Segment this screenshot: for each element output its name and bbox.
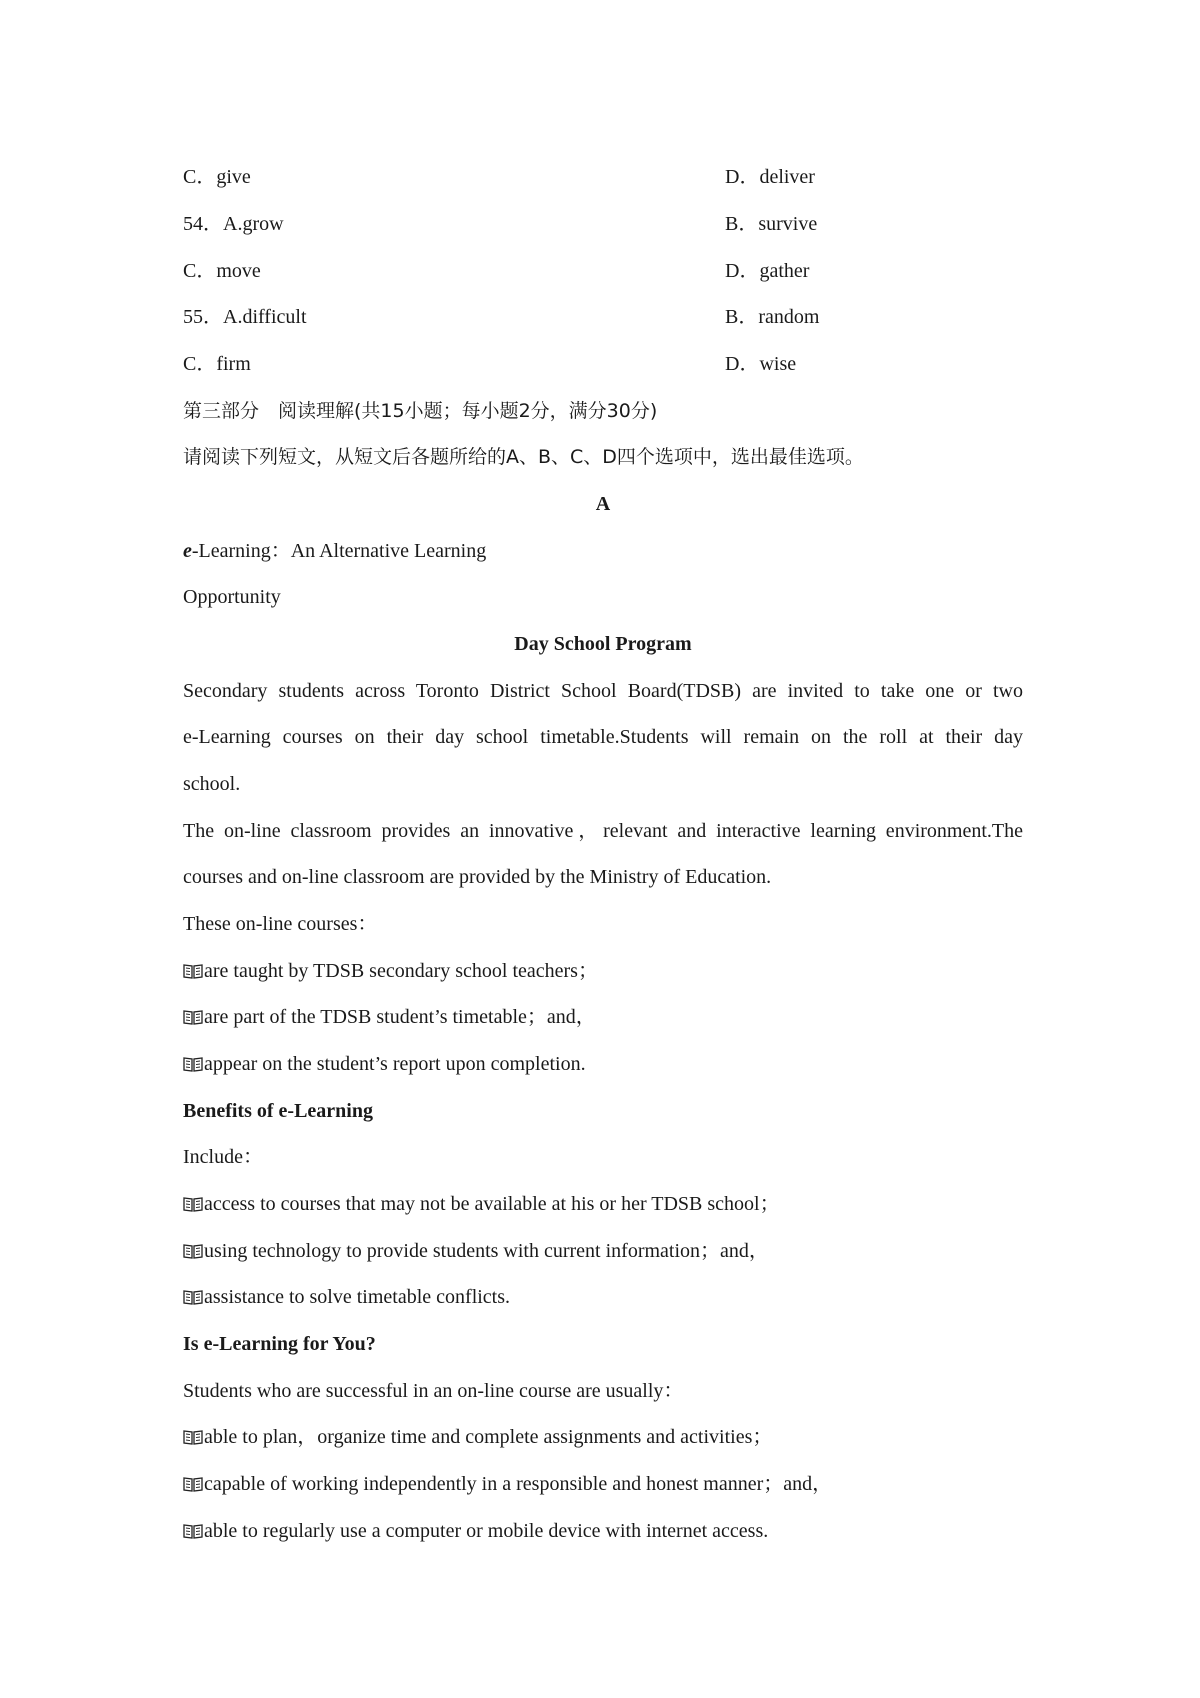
list-item — [183, 1050, 1023, 1078]
foryou-heading: Is e-Learning for You? — [183, 1333, 376, 1355]
list-item — [183, 1283, 1023, 1311]
foryou-bullet-3: able to regularly use a computer or mobile device with internet access. — [204, 1520, 769, 1542]
courses-bullet-1: are taught by TDSB secondary school teachers； — [204, 960, 598, 982]
list-item — [183, 957, 1023, 985]
paragraph-1-line-1: Secondary students across Toronto District School Board(TDSB) are invited to take one or two — [183, 680, 1023, 702]
list-item — [183, 1470, 1023, 1498]
foryou-bullet-1: able to plan，organize time and complete assignments and activities； — [204, 1426, 773, 1448]
title-italic-e: e — [183, 540, 192, 562]
program-heading: Day School Program — [514, 633, 692, 655]
question-54-option-c: C．move — [183, 260, 261, 282]
benefits-bullet-3: assistance to solve timetable conflicts. — [204, 1286, 511, 1308]
list-item — [183, 1190, 1023, 1218]
open-book-icon — [183, 1523, 203, 1539]
option-row-2 — [183, 210, 1023, 238]
open-book-icon — [183, 963, 203, 979]
option-row-4 — [183, 303, 1023, 331]
paragraph-1-line-2: e-Learning courses on their day school timetable.Students will remain on the roll at their day — [183, 726, 1023, 748]
passage-letter: A — [595, 493, 611, 515]
option-row-1 — [183, 163, 1023, 191]
benefits-bullet-2: using technology to provide students with current information；and， — [204, 1240, 769, 1262]
paragraph-2-line-2: courses and on-line classroom are provided by the Ministry of Education. — [183, 866, 772, 888]
open-book-icon — [183, 1009, 203, 1025]
courses-bullet-3: appear on the student’s report upon completion. — [204, 1053, 586, 1075]
title-text: -Learning：An Alternative Learning — [191, 540, 487, 562]
option-c-give: C．give — [183, 166, 251, 188]
list-item — [183, 1237, 1023, 1265]
question-55-option-a: 55．A.difficult — [183, 306, 307, 328]
open-book-icon — [183, 1196, 203, 1212]
foryou-intro: Students who are successful in an on-line course are usually： — [183, 1380, 684, 1402]
open-book-icon — [183, 1289, 203, 1305]
list-item — [183, 1423, 1023, 1451]
question-55-option-d: D．wise — [725, 353, 797, 375]
courses-intro: These on-line courses： — [183, 913, 378, 935]
paragraph-1-line-3: school. — [183, 773, 241, 795]
foryou-bullet-2: capable of working independently in a responsible and honest manner；and， — [204, 1473, 833, 1495]
open-book-icon — [183, 1056, 203, 1072]
open-book-icon — [183, 1429, 203, 1445]
option-row-3 — [183, 257, 1023, 285]
benefits-bullet-1: access to courses that may not be available at his or her TDSB school； — [204, 1193, 780, 1215]
question-54-option-d: D．gather — [725, 260, 810, 282]
list-item — [183, 1003, 1023, 1031]
open-book-icon — [183, 1243, 203, 1259]
paragraph-2-line-1: The on-line classroom provides an innovative，relevant and interactive learning environment.The — [183, 820, 1023, 842]
open-book-icon — [183, 1476, 203, 1492]
question-55-option-c: C．firm — [183, 353, 251, 375]
benefits-heading: Benefits of e-Learning — [183, 1100, 373, 1122]
section-heading: 第三部分 阅读理解(共15小题；每小题2分，满分30分) — [183, 400, 658, 422]
question-54-option-b: B．survive — [725, 213, 818, 235]
benefits-intro: Include： — [183, 1146, 263, 1168]
passage-title-line2: Opportunity — [183, 586, 281, 608]
question-54-option-a: 54．A.grow — [183, 213, 284, 235]
list-item — [183, 1517, 1023, 1545]
section-instruction: 请阅读下列短文，从短文后各题所给的A、B、C、D四个选项中，选出最佳选项。 — [183, 446, 864, 468]
passage-title — [183, 537, 1023, 565]
option-d-deliver: D．deliver — [725, 166, 815, 188]
courses-bullet-2: are part of the TDSB student’s timetable；and， — [204, 1006, 596, 1028]
option-row-5 — [183, 350, 1023, 378]
question-55-option-b: B．random — [725, 306, 820, 328]
